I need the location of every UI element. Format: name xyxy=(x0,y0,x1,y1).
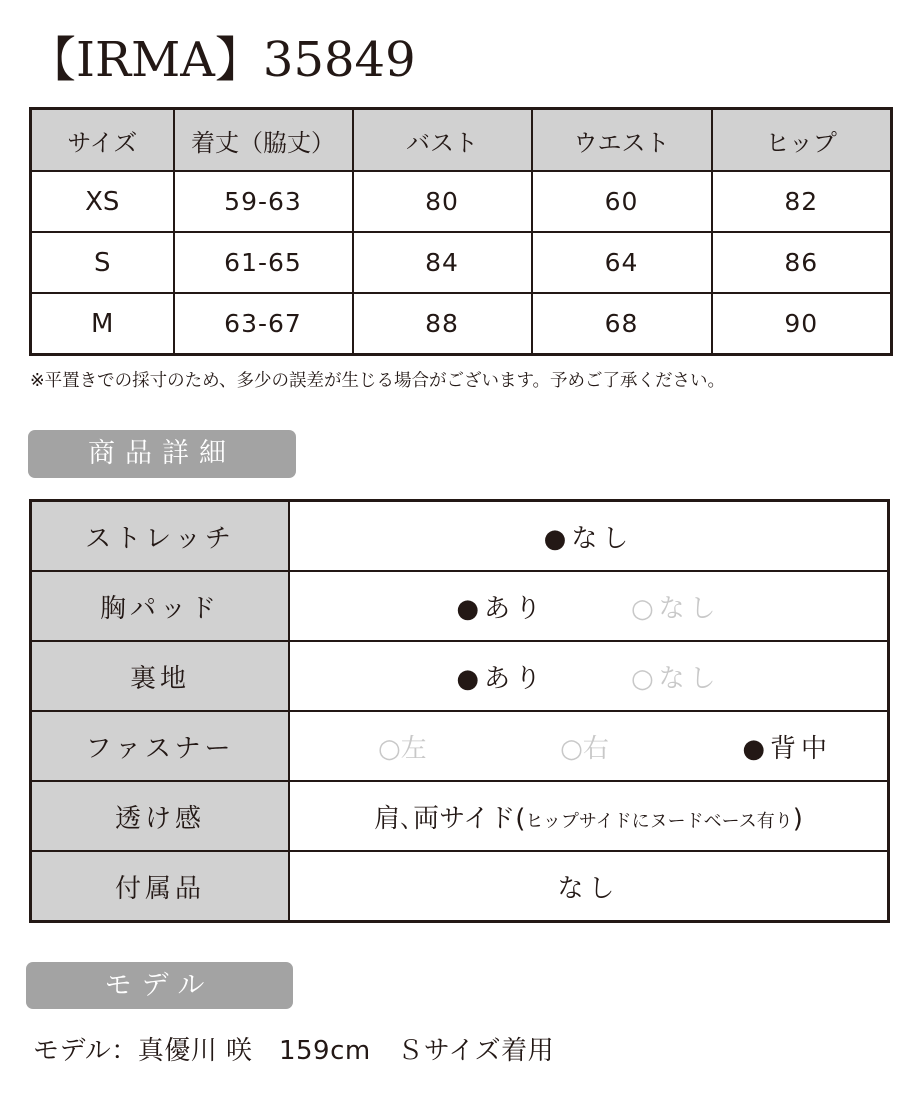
model-info: モデル：真優川 咲 159cm Ｓサイズ着用 xyxy=(33,1036,555,1066)
length-cell: 61-65 xyxy=(174,232,353,293)
size-cell: S xyxy=(31,232,174,293)
waist-cell: 60 xyxy=(532,171,712,232)
detail-key: 付属品 xyxy=(31,851,290,922)
model-label: モデル xyxy=(26,962,293,1009)
page-title: 【IRMA】35849 xyxy=(28,32,416,88)
selected-option: ●あり xyxy=(456,593,546,624)
accessories-value: なし xyxy=(557,873,620,904)
header-length: 着丈（脇丈） xyxy=(174,109,353,172)
detail-row-lining xyxy=(31,641,889,711)
detail-row-sheer xyxy=(31,781,889,851)
length-cell: 59-63 xyxy=(174,171,353,232)
bust-cell: 88 xyxy=(353,293,532,355)
bust-cell: 80 xyxy=(353,171,532,232)
header-hip: ヒップ xyxy=(712,109,892,172)
unselected-option: ○右 xyxy=(560,733,609,764)
unselected-option: ○なし xyxy=(631,663,721,694)
detail-value xyxy=(289,711,889,781)
size-cell: M xyxy=(31,293,174,355)
bust-cell: 84 xyxy=(353,232,532,293)
product-details-label: 商品詳細 xyxy=(28,430,296,478)
header-size: サイズ xyxy=(31,109,174,172)
selected-option: ●背中 xyxy=(742,733,832,764)
header-bust: バスト xyxy=(353,109,532,172)
detail-key: ストレッチ xyxy=(31,501,290,572)
hip-cell: 86 xyxy=(712,232,892,293)
detail-value xyxy=(289,571,889,641)
size-cell: XS xyxy=(31,171,174,232)
waist-cell: 64 xyxy=(532,232,712,293)
detail-key: ファスナー xyxy=(31,711,290,781)
detail-value xyxy=(289,781,889,851)
table-row xyxy=(31,171,892,232)
detail-value xyxy=(289,641,889,711)
selected-option: ●なし xyxy=(543,523,634,554)
size-table xyxy=(29,107,893,356)
detail-row-stretch xyxy=(31,501,889,572)
measurement-note: ※平置きでの採寸のため、多少の誤差が生じる場合がございます。予めご了承ください。 xyxy=(30,371,726,391)
detail-value xyxy=(289,501,889,572)
hip-cell: 82 xyxy=(712,171,892,232)
unselected-option: ○なし xyxy=(631,593,721,624)
size-table-header xyxy=(31,109,892,172)
sheer-value: 肩､両サイド( xyxy=(374,803,526,834)
length-cell: 63-67 xyxy=(174,293,353,355)
detail-key: 胸パッド xyxy=(31,571,290,641)
header-waist: ウエスト xyxy=(532,109,712,172)
detail-row-bust-pad xyxy=(31,571,889,641)
sheer-close: ) xyxy=(792,803,803,834)
detail-row-accessories xyxy=(31,851,889,922)
selected-option: ●あり xyxy=(456,663,546,694)
table-row xyxy=(31,232,892,293)
detail-key: 裏地 xyxy=(31,641,290,711)
unselected-option: ○左 xyxy=(378,733,427,764)
detail-row-fastener xyxy=(31,711,889,781)
sheer-note: ヒップサイドにヌードベース有り xyxy=(525,810,793,832)
waist-cell: 68 xyxy=(532,293,712,355)
product-details-table xyxy=(29,499,890,923)
detail-key: 透け感 xyxy=(31,781,290,851)
detail-value xyxy=(289,851,889,922)
hip-cell: 90 xyxy=(712,293,892,355)
table-row xyxy=(31,293,892,355)
